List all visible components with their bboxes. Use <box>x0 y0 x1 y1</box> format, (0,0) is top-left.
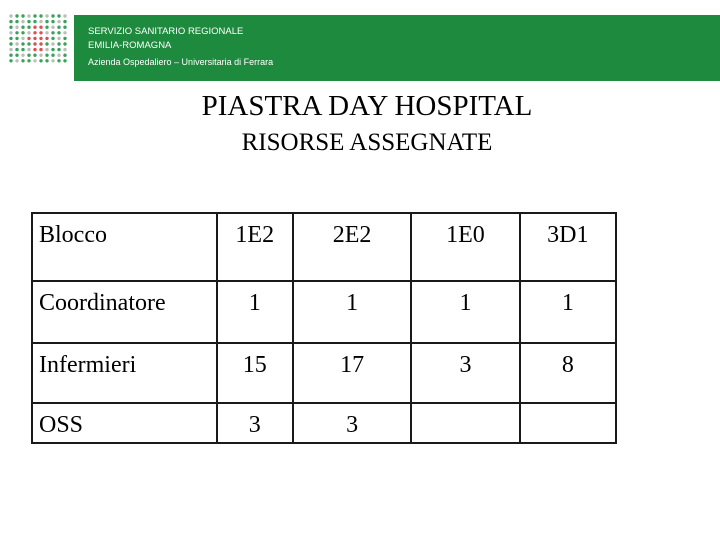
logo-dot <box>45 37 48 40</box>
logo-dot <box>63 37 66 40</box>
logo-dot <box>39 26 42 29</box>
logo-dot <box>27 14 30 17</box>
logo-dot <box>57 59 60 62</box>
logo-dot <box>27 42 30 45</box>
logo-dot <box>15 48 18 51</box>
table-cell: Infermieri <box>32 343 217 403</box>
table-cell: 3 <box>217 403 293 443</box>
table-cell: 1 <box>217 281 293 343</box>
logo-dot <box>33 26 36 29</box>
logo-dot <box>21 20 24 23</box>
logo-dot <box>51 59 54 62</box>
logo-dot <box>57 54 60 57</box>
header-line-3: Azienda Ospedaliero – Universitaria di Ferrara <box>88 57 274 67</box>
logo-dot <box>45 59 48 62</box>
table-cell: OSS <box>32 403 217 443</box>
logo-dot <box>9 20 12 23</box>
logo-dot <box>15 31 18 34</box>
logo-dot <box>57 37 60 40</box>
logo-dot <box>15 14 18 17</box>
logo-dot <box>9 37 12 40</box>
logo-dot <box>51 42 54 45</box>
logo-dot <box>21 31 24 34</box>
table-cell: 8 <box>520 343 616 403</box>
table-cell: 15 <box>217 343 293 403</box>
logo-dot <box>15 59 18 62</box>
logo-dot <box>21 59 24 62</box>
logo-dot <box>15 26 18 29</box>
logo-dot <box>21 14 24 17</box>
table-header-row <box>32 213 616 281</box>
logo-dot <box>39 54 42 57</box>
logo-dot <box>27 54 30 57</box>
logo-dot <box>9 42 12 45</box>
logo-dot <box>63 54 66 57</box>
table-header-cell: 1E0 <box>411 213 519 281</box>
logo-dot <box>51 48 54 51</box>
logo-dot <box>57 20 60 23</box>
table-row <box>32 281 616 343</box>
logo-dot <box>15 42 18 45</box>
logo-dot <box>51 31 54 34</box>
logo-dot <box>33 48 36 51</box>
logo-dot <box>63 59 66 62</box>
logo-dot <box>33 20 36 23</box>
table-cell: 3 <box>293 403 411 443</box>
logo-dot <box>51 37 54 40</box>
table-row <box>32 403 616 443</box>
logo-dot <box>39 42 42 45</box>
logo-dot <box>33 31 36 34</box>
page-subtitle: RISORSE ASSEGNATE <box>241 129 493 156</box>
table-cell: 1 <box>411 281 519 343</box>
table-header-cell: Blocco <box>32 213 217 281</box>
logo-dot <box>57 42 60 45</box>
logo-dot <box>63 31 66 34</box>
logo-dot <box>63 14 66 17</box>
header-banner <box>74 15 720 81</box>
logo-dot <box>9 48 12 51</box>
table-cell: Coordinatore <box>32 281 217 343</box>
logo-dot <box>57 31 60 34</box>
logo-dot <box>45 20 48 23</box>
logo-dot <box>27 20 30 23</box>
logo-dot <box>45 26 48 29</box>
logo-dot <box>63 20 66 23</box>
logo-dot <box>15 37 18 40</box>
logo-dot <box>33 37 36 40</box>
region-logo-icon <box>8 13 70 65</box>
logo-dot <box>9 54 12 57</box>
table-cell <box>520 403 616 443</box>
logo-dot <box>27 31 30 34</box>
logo-dot <box>63 26 66 29</box>
logo-dot <box>51 20 54 23</box>
table-cell <box>411 403 519 443</box>
logo-dot <box>39 31 42 34</box>
table-header-cell: 2E2 <box>293 213 411 281</box>
table-header-cell: 1E2 <box>217 213 293 281</box>
logo-dot <box>27 37 30 40</box>
table-cell: 1 <box>520 281 616 343</box>
logo-dot <box>39 59 42 62</box>
logo-dot <box>15 54 18 57</box>
header-text <box>88 25 273 69</box>
logo-dot <box>33 14 36 17</box>
logo-dot <box>9 14 12 17</box>
logo-dot <box>15 20 18 23</box>
logo-dot <box>39 48 42 51</box>
logo-dot <box>27 48 30 51</box>
logo-dot <box>21 42 24 45</box>
logo-dot <box>51 14 54 17</box>
page-title: PIASTRA DAY HOSPITAL <box>201 90 533 122</box>
logo-dot <box>57 14 60 17</box>
logo-dot <box>51 26 54 29</box>
logo-dot <box>9 26 12 29</box>
logo-dot <box>33 42 36 45</box>
logo-dot <box>45 48 48 51</box>
logo-dot <box>39 14 42 17</box>
logo-dot <box>51 54 54 57</box>
logo-dot <box>45 54 48 57</box>
logo-dot <box>27 59 30 62</box>
logo-dot <box>57 48 60 51</box>
table-cell: 17 <box>293 343 411 403</box>
logo-dot <box>33 54 36 57</box>
logo-dot <box>27 26 30 29</box>
logo-dot <box>45 31 48 34</box>
logo-dot <box>39 37 42 40</box>
table-cell: 1 <box>293 281 411 343</box>
logo-dot <box>63 42 66 45</box>
logo-dot <box>33 59 36 62</box>
logo-dot <box>21 37 24 40</box>
logo-dot <box>45 14 48 17</box>
logo-dot <box>45 42 48 45</box>
logo-dot <box>9 59 12 62</box>
logo-dot <box>63 48 66 51</box>
logo-dot <box>39 20 42 23</box>
logo-dot <box>21 48 24 51</box>
logo-dot <box>21 26 24 29</box>
table-header-cell: 3D1 <box>520 213 616 281</box>
logo-dot <box>9 31 12 34</box>
logo-dot <box>57 26 60 29</box>
logo-dot <box>21 54 24 57</box>
resources-table <box>31 212 617 444</box>
header-line-2: EMILIA-ROMAGNA <box>88 40 172 51</box>
header-line-1: SERVIZIO SANITARIO REGIONALE <box>88 26 244 37</box>
table-row <box>32 343 616 403</box>
table-cell: 3 <box>411 343 519 403</box>
